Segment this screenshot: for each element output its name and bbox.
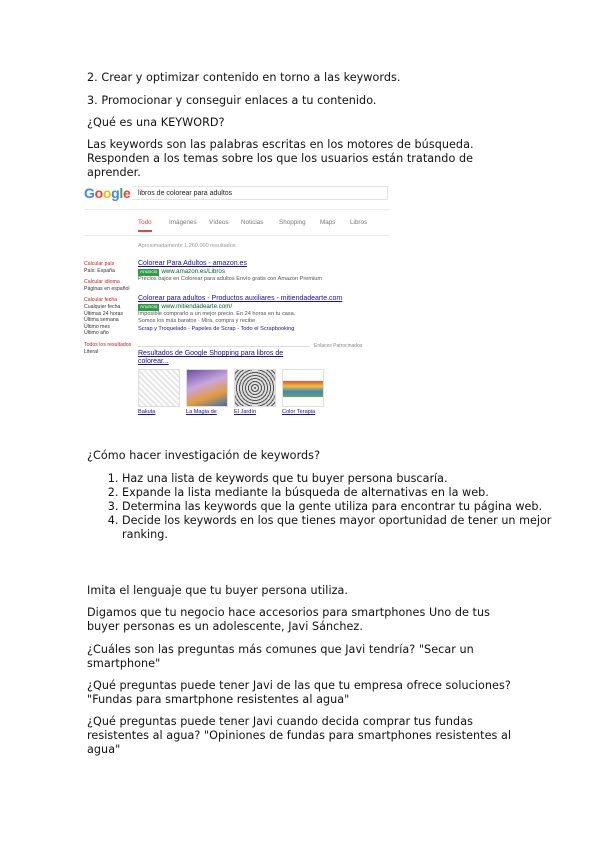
product-image: [234, 369, 276, 407]
sidebar-heading: Todos los resultados: [84, 341, 132, 348]
sidebar-item: Páginas en español: [84, 285, 130, 292]
heading-what-is-keyword: ¿Qué es una KEYWORD?: [87, 116, 225, 129]
search-query-box: libros de colorear para adultos: [132, 186, 388, 200]
result-title: Colorear para adultos - Productos auxiliares - mitiendadearte.com: [138, 295, 343, 302]
paragraph-keyword-definition: Las keywords son las palabras escritas en los motores de búsqueda. Responden a los temas sobre los que los usuarios están tratando de aprender.: [87, 138, 474, 179]
result-count: Aproximadamente 1.260.000 resultados: [138, 243, 236, 249]
sidebar-item: Último mes: [84, 323, 110, 330]
search-result: [138, 260, 388, 283]
paragraph-step-2: 2. Crear y optimizar contenido en torno a las keywords.: [87, 71, 401, 84]
divider: [138, 346, 310, 347]
tab-libros: Libros: [350, 219, 368, 226]
sponsored-label: Enlaces Patrocinados: [314, 343, 363, 349]
tab-maps: Maps: [320, 219, 336, 226]
result-url: www.mitiendadearte.com/: [161, 302, 233, 310]
sidebar-item: Cualquier fecha: [84, 303, 121, 310]
list-item: 3. Determina las keywords que la gente utiliza para encontrar tu página web.: [122, 500, 552, 514]
result-url: www.amazon.es/Libros: [161, 267, 225, 275]
paragraph-step-3: 3. Promocionar y conseguir enlaces a tu contenido.: [87, 94, 377, 107]
sidebar-item: Última semana: [84, 317, 119, 324]
paragraph-example: Digamos que tu negocio hace accesorios para smartphones Uno de tus buyer personas es un adolescente, Javi Sánchez.: [87, 606, 490, 633]
steps-list: [87, 472, 552, 542]
sidebar-item: Últimas 24 horas: [84, 310, 123, 317]
list-item: 1. Haz una lista de keywords que tu buyer persona buscaría.: [122, 472, 552, 486]
result-sitelinks: Scrap y Troquelado - Papeles de Scrap - Todo el Scrapbooking: [138, 325, 295, 332]
product-label: Bakuta: [138, 409, 156, 415]
search-tools-sidebar: [84, 261, 136, 355]
result-description: Precios bajos en Colorear para adultos Envío gratis con Amazon Premium: [138, 275, 323, 282]
tab-videos: Vídeos: [209, 219, 229, 226]
product-image: [282, 369, 324, 407]
sidebar-item: País: España: [84, 267, 115, 274]
product-image: [138, 369, 180, 407]
google-logo: Google: [84, 185, 131, 201]
tab-shopping: Shopping: [279, 219, 306, 226]
list-item: 4. Decide los keywords en los que tienes mayor oportunidad de tener un mejor ranking.: [122, 514, 552, 542]
heading-keyword-research: ¿Cómo hacer investigación de keywords?: [87, 449, 321, 462]
product-label: La Magia de: [186, 409, 217, 415]
paragraph-question-3: ¿Qué preguntas puede tener Javi cuando decida comprar tus fundas resistentes al agua? "Opiniones de fundas para smartphones resistentes al agua": [87, 715, 512, 756]
sidebar-item: Literal: [84, 348, 99, 355]
paragraph-imitate-language: Imita el lenguaje que tu buyer persona utiliza.: [87, 584, 349, 597]
result-description: Somos los más baratos · Mira, compra y recibe: [138, 318, 256, 325]
ad-badge: Anuncio: [140, 269, 158, 275]
divider: [84, 209, 390, 210]
paragraph-question-1: ¿Cuáles son las preguntas más comunes que Javi tendría? "Secar un smartphone": [87, 643, 474, 670]
list-item: 2. Expande la lista mediante la búsqueda de alternativas en la web.: [122, 486, 552, 500]
shopping-title: Resultados de Google Shopping para libros de colorear...: [138, 350, 284, 365]
search-results-screenshot: [84, 183, 390, 419]
ad-badge: Anuncio: [140, 304, 158, 310]
product-label: Color Terapia: [282, 409, 316, 415]
divider: [84, 235, 390, 236]
tab-imagenes: Imágenes: [169, 219, 197, 226]
sidebar-heading: Calcular idioma: [84, 279, 120, 286]
tab-noticias: Noticias: [241, 219, 264, 226]
product-image: [186, 369, 228, 407]
search-result: [138, 295, 388, 333]
sidebar-heading: Calcular fecha: [84, 297, 118, 304]
sidebar-heading: Calcular país: [84, 261, 115, 267]
result-title: Colorear Para Adultos - amazon.es: [138, 260, 247, 267]
tab-todo: Todo: [138, 219, 152, 232]
paragraph-question-2: ¿Qué preguntas puede tener Javi de las que tu empresa ofrece soluciones? "Fundas para smartphone resistentes al agua": [87, 679, 511, 706]
result-description: Imposible comprarlo a un mejor precio. En 24 horas en tu casa.: [138, 310, 296, 317]
product-label: El Jardín: [234, 409, 257, 415]
sidebar-item: Último año: [84, 330, 109, 337]
